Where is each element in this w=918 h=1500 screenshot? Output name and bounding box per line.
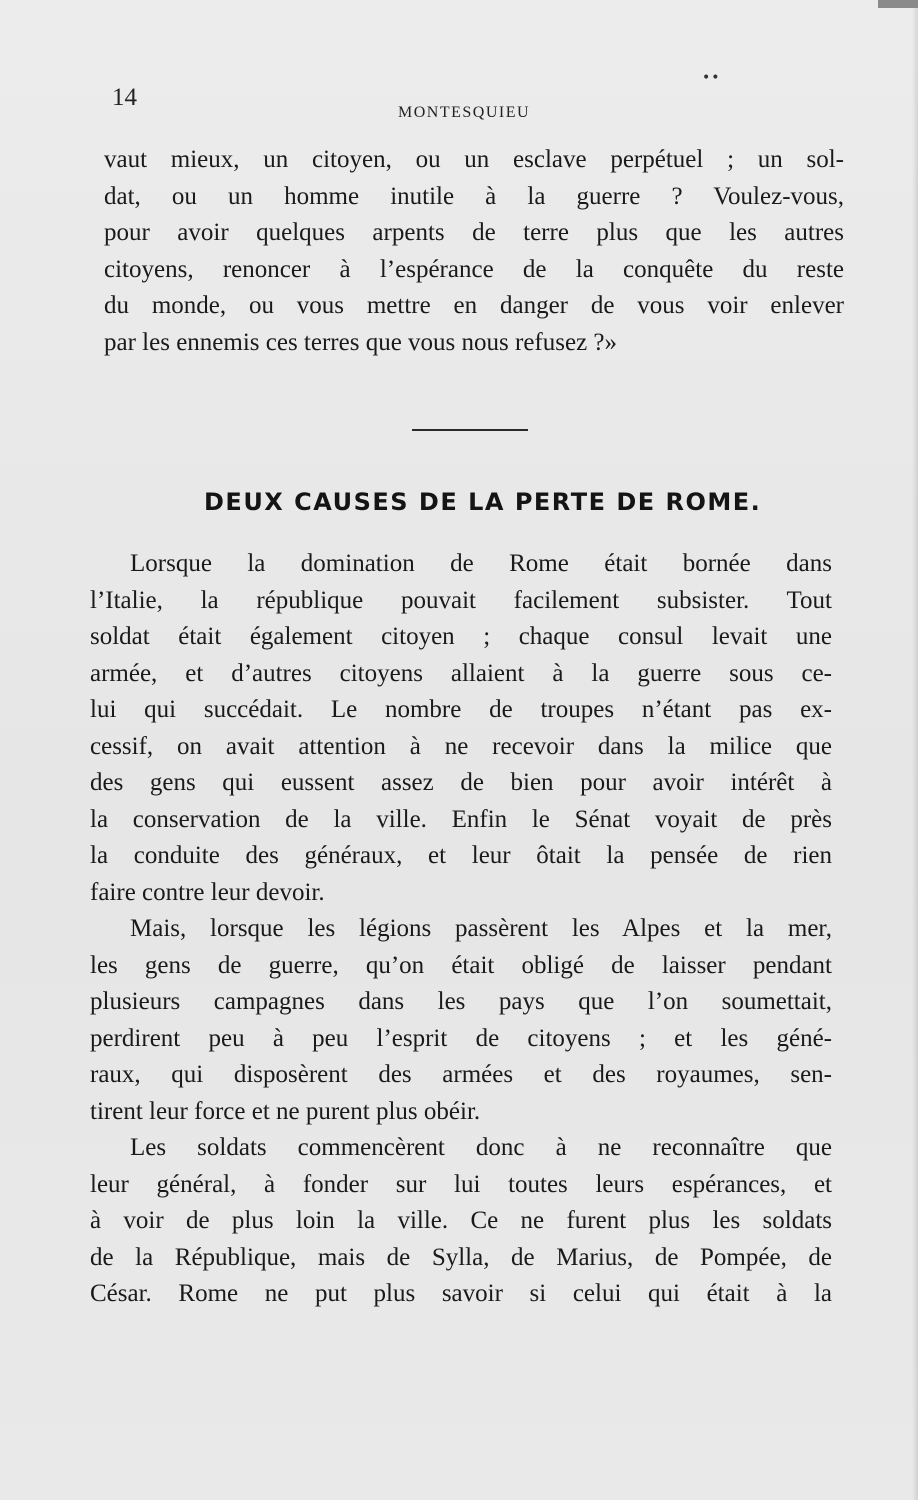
text-line: Mais, lorsque les légions passèrent les Alpes et la mer, (130, 915, 832, 942)
text-line: l’Italie, la république pouvait facilement subsister. Tout (90, 586, 832, 614)
text-line: plusieurs campagnes dans les pays que l’on soumettait, (90, 988, 832, 1015)
section-body (90, 546, 832, 1313)
text-line: faire contre leur devoir. (90, 878, 325, 906)
section-title: DEUX CAUSES DE LA PERTE DE ROME. (204, 488, 762, 516)
text-line: perdirent peu à peu l’esprit de citoyens ; et les géné- (90, 1024, 832, 1052)
text-line: lui qui succédait. Le nombre de troupes n’étant pas ex- (90, 696, 832, 723)
scan-corner-mark (878, 0, 918, 8)
paragraph-1 (90, 546, 832, 911)
paragraph-3 (90, 1130, 832, 1313)
text-line: la conservation de la ville. Enfin le Sénat voyait de près (90, 805, 832, 833)
section-divider (412, 429, 528, 431)
text-line: César. Rome ne put plus savoir si celui qui était à la (90, 1280, 832, 1307)
text-line: citoyens, renoncer à l’espérance de la conquête du reste (104, 255, 844, 283)
text-line: soldat était également citoyen ; chaque consul levait une (90, 623, 832, 650)
text-line: raux, qui disposèrent des armées et des royaumes, sen- (90, 1061, 832, 1088)
text-line: dat, ou un homme inutile à la guerre ? Voulez-vous, (104, 182, 844, 210)
text-line: vaut mieux, un citoyen, ou un esclave perpétuel ; un sol- (104, 146, 844, 173)
text-line: Lorsque la domination de Rome était bornée dans (130, 550, 832, 577)
text-line: tirent leur force et ne purent plus obéir. (90, 1097, 481, 1125)
text-line: par les ennemis ces terres que vous nous refusez ?» (104, 328, 618, 356)
opening-paragraph (104, 142, 844, 361)
text-line: armée, et d’autres citoyens allaient à la guerre sous ce- (90, 659, 832, 687)
paragraph-2 (90, 911, 832, 1130)
text-line: du monde, ou vous mettre en danger de vous voir enlever (104, 292, 844, 319)
text-line: leur général, à fonder sur lui toutes leurs espérances, et (90, 1170, 832, 1198)
text-line: à voir de plus loin la ville. Ce ne furent plus les soldats (90, 1207, 832, 1234)
text-line: cessif, on avait attention à ne recevoir dans la milice que (90, 732, 832, 760)
text-line: les gens de guerre, qu’on était obligé de laisser pendant (90, 951, 832, 979)
text-line: la conduite des généraux, et leur ôtait la pensée de rien (90, 842, 832, 869)
text-line: de la République, mais de Sylla, de Marius, de Pompée, de (90, 1243, 832, 1271)
text-line: pour avoir quelques arpents de terre plus que les autres (104, 219, 844, 246)
page-number: 14 (112, 84, 137, 111)
text-line: Les soldats commencèrent donc à ne reconnaître que (130, 1134, 832, 1161)
running-head: MONTESQUIEU (398, 104, 531, 121)
ink-specks: •• (702, 70, 721, 86)
text-line: des gens qui eussent assez de bien pour avoir intérêt à (90, 769, 832, 796)
page-edge-shadow (912, 0, 918, 1500)
